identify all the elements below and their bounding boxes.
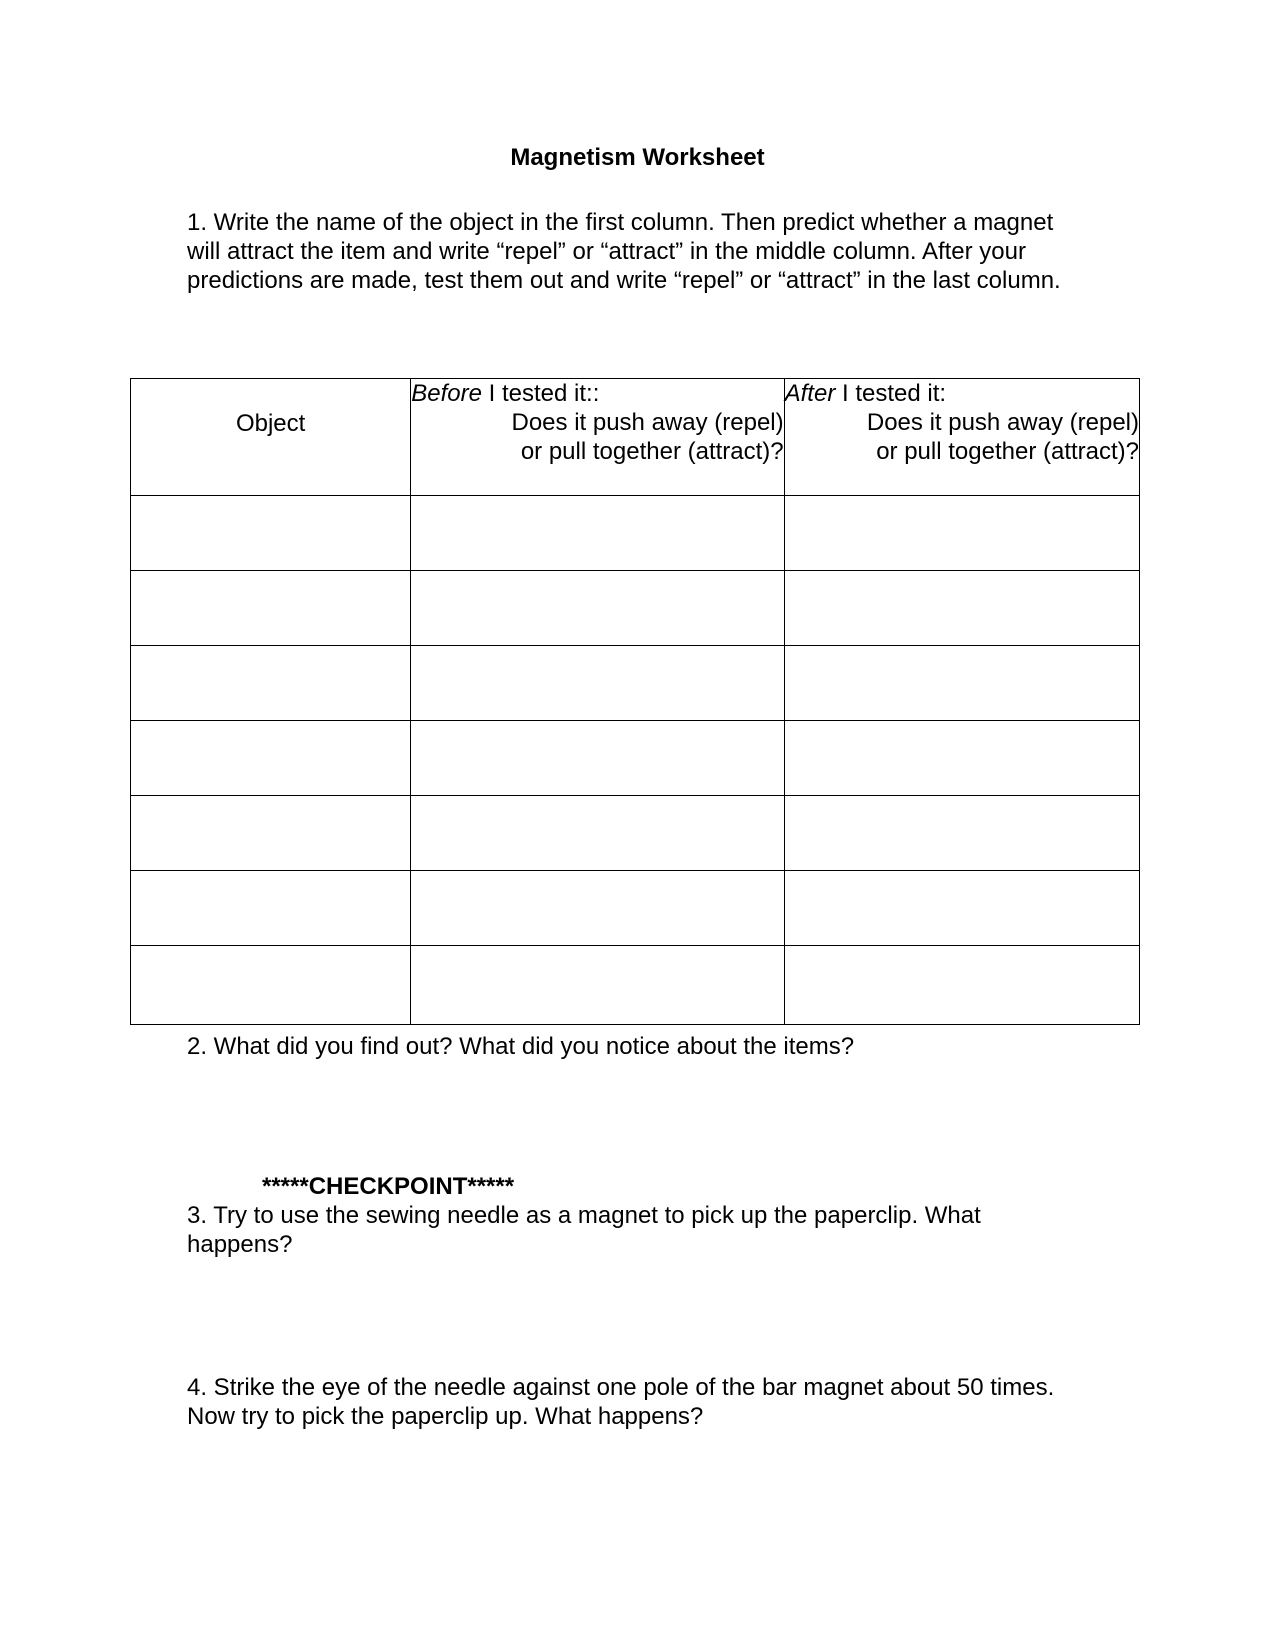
table-row [131, 946, 1140, 1025]
object-cell[interactable] [131, 646, 411, 721]
question-4-text: 4. Strike the eye of the needle against one pole of the bar magnet about 50 times. Now try to pick the paperclip up. What happens? [187, 1374, 1055, 1430]
table-header-row [131, 379, 1140, 496]
header-after-title [785, 379, 1139, 408]
before-cell[interactable] [411, 646, 784, 721]
checkpoint-heading: *****CHECKPOINT***** [262, 1173, 515, 1200]
worksheet-title: Magnetism Worksheet [510, 144, 765, 171]
table-row [131, 721, 1140, 796]
header-before-emphasis: Before [411, 380, 482, 407]
header-after-emphasis: After [784, 380, 836, 407]
header-before-rest: I tested it:: [481, 380, 600, 407]
table-row [131, 496, 1140, 571]
before-cell[interactable] [411, 571, 784, 646]
after-cell[interactable] [784, 796, 1139, 871]
header-before-question-line2: or pull together (attract)? [520, 438, 784, 465]
object-cell[interactable] [131, 796, 411, 871]
after-cell[interactable] [784, 946, 1139, 1025]
object-cell[interactable] [131, 721, 411, 796]
table-row [131, 571, 1140, 646]
after-cell[interactable] [784, 571, 1139, 646]
header-before-question-line1: Does it push away (repel) [511, 409, 784, 436]
before-cell[interactable] [411, 721, 784, 796]
header-before [411, 379, 784, 496]
after-cell[interactable] [784, 721, 1139, 796]
header-after [784, 379, 1139, 496]
header-object [131, 379, 411, 496]
header-object-label: Object [235, 410, 306, 437]
object-cell[interactable] [131, 571, 411, 646]
after-cell[interactable] [784, 496, 1139, 571]
before-cell[interactable] [411, 796, 784, 871]
object-cell[interactable] [131, 496, 411, 571]
header-after-rest: I tested it: [835, 380, 947, 407]
table-row [131, 646, 1140, 721]
question-2-text: 2. What did you find out? What did you notice about the items? [187, 1033, 855, 1060]
before-cell[interactable] [411, 871, 784, 946]
header-after-question-line2: or pull together (attract)? [876, 438, 1139, 465]
table-row [131, 796, 1140, 871]
header-before-title [411, 379, 783, 408]
before-cell[interactable] [411, 946, 784, 1025]
observation-table [130, 378, 1140, 1025]
before-cell[interactable] [411, 496, 784, 571]
table-body [131, 496, 1140, 1025]
question-1-text: 1. Write the name of the object in the first column. Then predict whether a magnet will attract the item and write “repel” or “attract” in the middle column. After your predictions are made, test them out and write “repel” or “attract” in the last column. [187, 209, 1061, 294]
after-cell[interactable] [784, 646, 1139, 721]
question-3-text: 3. Try to use the sewing needle as a magnet to pick up the paperclip. What happens? [187, 1202, 981, 1258]
after-cell[interactable] [784, 871, 1139, 946]
object-cell[interactable] [131, 871, 411, 946]
header-after-question-line1: Does it push away (repel) [866, 409, 1139, 436]
table-row [131, 871, 1140, 946]
object-cell[interactable] [131, 946, 411, 1025]
